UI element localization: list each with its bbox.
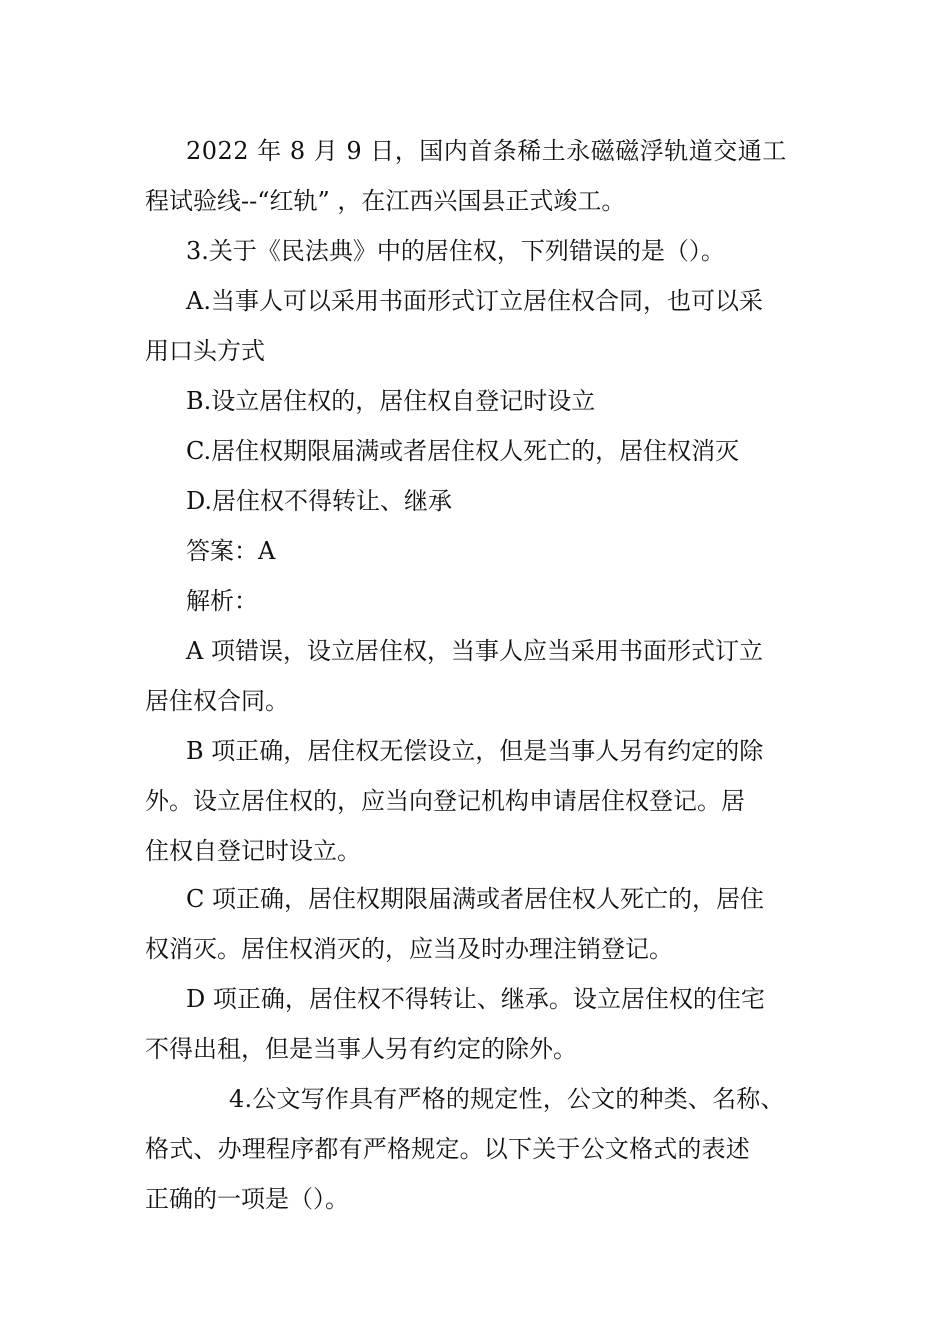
question-4-line-2: 格式、办理程序都有严格规定。以下关于公文格式的表述	[145, 1135, 750, 1163]
question-4-line-1: 4.公文写作具有严格的规定性，公文的种类、名称、	[229, 1085, 785, 1113]
answer-line: 答案：A	[186, 537, 276, 565]
paragraph-news-line-2: 程试验线--“红轨” ，在江西兴国县正式竣工。	[145, 187, 626, 215]
analysis-b-line-2: 外。设立居住权的，应当向登记机构申请居住权登记。居	[145, 787, 745, 815]
question-3-stem: 3.关于《民法典》中的居住权，下列错误的是（）。	[186, 237, 725, 265]
analysis-b-line-1: B 项正确，居住权无偿设立，但是当事人另有约定的除	[186, 737, 764, 765]
analysis-d-line-1: D 项正确，居住权不得转让、继承。设立居住权的住宅	[186, 985, 765, 1013]
option-c: C.居住权期限届满或者居住权人死亡的，居住权消灭	[186, 437, 740, 465]
option-b: B.设立居住权的，居住权自登记时设立	[186, 387, 596, 415]
analysis-heading: 解析：	[186, 587, 258, 615]
analysis-b-line-3: 住权自登记时设立。	[145, 837, 361, 865]
analysis-d-line-2: 不得出租，但是当事人另有约定的除外。	[145, 1035, 577, 1063]
analysis-c-line-2: 权消灭。居住权消灭的，应当及时办理注销登记。	[145, 935, 673, 963]
option-a-line-1: A.当事人可以采用书面形式订立居住权合同，也可以采	[186, 287, 763, 315]
question-4-line-3: 正确的一项是（）。	[145, 1185, 349, 1213]
option-d: D.居住权不得转让、继承	[186, 487, 453, 515]
analysis-c-line-1: C 项正确，居住权期限届满或者居住权人死亡的，居住	[186, 885, 764, 913]
analysis-a-line-1: A 项错误，设立居住权，当事人应当采用书面形式订立	[186, 637, 763, 665]
option-a-line-2: 用口头方式	[145, 337, 265, 365]
paragraph-news-line-1: 2022 年 8 月 9 日，国内首条稀土永磁磁浮轨道交通工	[186, 137, 787, 165]
analysis-a-line-2: 居住权合同。	[145, 687, 289, 715]
